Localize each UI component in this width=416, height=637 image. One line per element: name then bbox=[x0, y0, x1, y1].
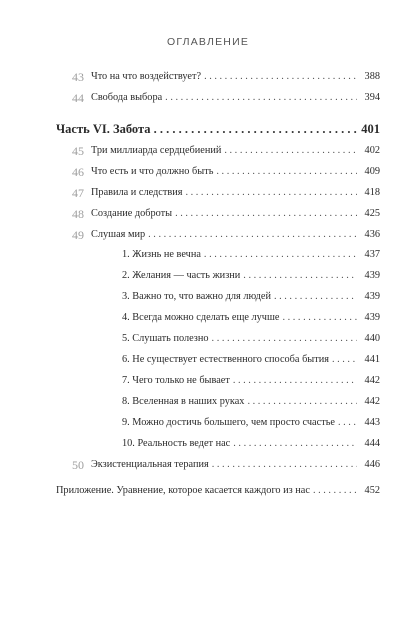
dot-leader bbox=[154, 122, 357, 136]
page-number: 443 bbox=[364, 417, 380, 428]
dot-leader bbox=[233, 374, 357, 388]
entry-title: Что есть и что должно быть bbox=[91, 166, 214, 177]
page-header: ОГЛАВЛЕНИЕ bbox=[166, 36, 250, 48]
entry-title: Что на что воздействует? bbox=[91, 71, 202, 82]
chapter-number: 49 bbox=[72, 228, 84, 242]
toc-subentry bbox=[62, 269, 380, 283]
dot-leader bbox=[338, 416, 357, 430]
page-number: 437 bbox=[364, 249, 380, 260]
toc-subentry bbox=[62, 353, 380, 367]
page-number: 439 bbox=[364, 291, 380, 302]
dot-leader bbox=[313, 484, 357, 498]
dot-leader bbox=[224, 144, 357, 158]
dot-leader bbox=[282, 311, 357, 325]
dot-leader bbox=[233, 437, 357, 451]
page-number: 441 bbox=[364, 354, 380, 365]
page-number: 444 bbox=[364, 438, 380, 449]
dot-leader bbox=[332, 353, 357, 367]
toc-subentry bbox=[62, 416, 380, 430]
dot-leader bbox=[212, 332, 357, 346]
dot-leader bbox=[274, 290, 357, 304]
page-number: 402 bbox=[364, 145, 380, 156]
entry-title: Свобода выбора bbox=[91, 92, 163, 103]
page-number: 388 bbox=[364, 71, 380, 82]
toc-subentry bbox=[62, 374, 380, 388]
chapter-number: 43 bbox=[72, 70, 84, 84]
dot-leader bbox=[185, 186, 357, 200]
entry-title: 5. Слушать полезно bbox=[122, 333, 209, 344]
page-number: 452 bbox=[364, 485, 380, 496]
dot-leader bbox=[204, 248, 357, 262]
page-number: 436 bbox=[364, 229, 380, 240]
entry-title: Часть VI. Забота bbox=[56, 122, 151, 136]
page-number: 394 bbox=[364, 92, 380, 103]
page-number: 442 bbox=[364, 375, 380, 386]
toc-subentry bbox=[62, 290, 380, 304]
entry-title: Три миллиарда сердцебиений bbox=[91, 145, 222, 156]
chapter-number: 45 bbox=[72, 144, 84, 158]
dot-leader bbox=[216, 165, 357, 179]
entry-title: 3. Важно то, что важно для людей bbox=[122, 291, 271, 302]
dot-leader bbox=[212, 458, 357, 472]
toc-entry bbox=[62, 91, 380, 105]
dot-leader bbox=[204, 70, 357, 84]
page-number: 440 bbox=[364, 333, 380, 344]
toc-subentry bbox=[62, 311, 380, 325]
toc-subentry bbox=[62, 248, 380, 262]
entry-title: 8. Вселенная в наших руках bbox=[122, 396, 245, 407]
dot-leader bbox=[175, 207, 357, 221]
toc-entry bbox=[62, 458, 380, 472]
entry-title: 10. Реальность ведет нас bbox=[122, 438, 231, 449]
chapter-number: 48 bbox=[72, 207, 84, 221]
toc-entry bbox=[62, 228, 380, 242]
entry-title: 4. Всегда можно сделать еще лучше bbox=[122, 312, 280, 323]
chapter-number: 50 bbox=[72, 458, 84, 472]
entry-title: 9. Можно достичь большего, чем просто счастье bbox=[122, 417, 335, 428]
entry-title: Приложение. Уравнение, которое касается каждого из нас bbox=[56, 485, 310, 496]
page-number: 409 bbox=[364, 166, 380, 177]
page-number: 425 bbox=[364, 208, 380, 219]
entry-title: 1. Жизнь не вечна bbox=[122, 249, 201, 260]
toc-entry bbox=[62, 144, 380, 158]
toc-part-entry bbox=[56, 122, 380, 136]
toc-appendix-entry bbox=[56, 484, 380, 498]
dot-leader bbox=[243, 269, 357, 283]
toc-entry bbox=[62, 186, 380, 200]
chapter-number: 47 bbox=[72, 186, 84, 200]
entry-title: Правила и следствия bbox=[91, 187, 183, 198]
toc-entry bbox=[62, 70, 380, 84]
entry-title: 2. Желания — часть жизни bbox=[122, 270, 241, 281]
page-number: 439 bbox=[364, 270, 380, 281]
chapter-number: 46 bbox=[72, 165, 84, 179]
page-number: 418 bbox=[364, 187, 380, 198]
entry-title: 6. Не существует естественного способа бытия bbox=[122, 354, 329, 365]
toc-subentry bbox=[62, 332, 380, 346]
page-number: 446 bbox=[364, 459, 380, 470]
toc-entry bbox=[62, 207, 380, 221]
toc-subentry bbox=[62, 437, 380, 451]
page-number: 439 bbox=[364, 312, 380, 323]
chapter-number: 44 bbox=[72, 91, 84, 105]
page-number: 401 bbox=[361, 122, 380, 136]
toc-entry bbox=[62, 165, 380, 179]
dot-leader bbox=[148, 228, 357, 242]
entry-title: Слушая мир bbox=[91, 229, 146, 240]
dot-leader bbox=[247, 395, 357, 409]
toc-subentry bbox=[62, 395, 380, 409]
entry-title: Экзистенциальная терапия bbox=[91, 459, 209, 470]
dot-leader bbox=[165, 91, 357, 105]
entry-title: Создание доброты bbox=[91, 208, 173, 219]
page-number: 442 bbox=[364, 396, 380, 407]
entry-title: 7. Чего только не бывает bbox=[122, 375, 230, 386]
